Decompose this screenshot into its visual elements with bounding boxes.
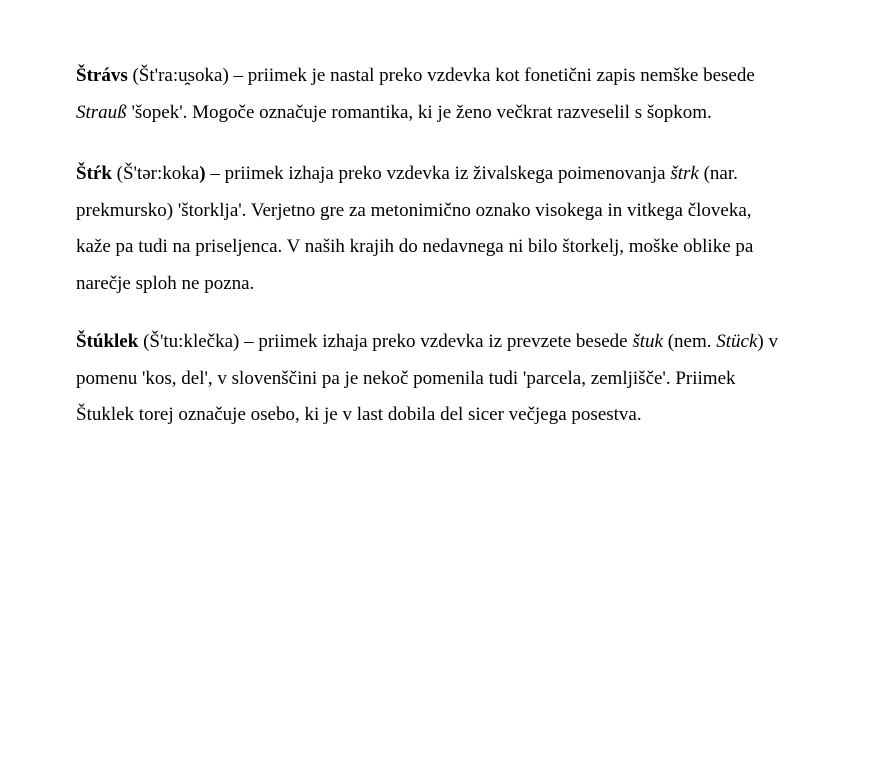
entry-text: narečje sploh ne pozna.	[76, 272, 255, 294]
headword: Štrávs	[76, 65, 128, 86]
entry-text: – priimek izhaja preko vzdevka iz živalskega poimenovanja	[205, 163, 671, 184]
entry-line	[76, 324, 866, 361]
entry-text: pomenu 'kos, del', v slovenščini pa je nekoč pomenila tudi 'parcela, zemljišče'. Priimek	[76, 367, 736, 389]
entry-text: (nar.	[698, 163, 738, 184]
entry-line	[76, 361, 866, 398]
entry-italic-term: štrk	[670, 163, 699, 184]
entry-line	[76, 229, 866, 266]
entry-bold-paren: )	[199, 163, 206, 184]
entry-strk	[76, 156, 866, 302]
entry-line	[76, 95, 866, 132]
entry-text: prekmursko) 'štorklja'. Verjetno gre za metonimično oznako visokega in vitkega človeka,	[76, 199, 752, 221]
entry-text: (Š'tu:klečka) – priimek izhaja preko vzdevka iz prevzete besede	[138, 331, 633, 352]
entry-text: ) v	[757, 331, 778, 352]
entry-stravs	[76, 58, 866, 131]
entry-line	[76, 58, 866, 95]
entry-italic-term: štuk	[632, 331, 663, 352]
entry-text: (Š'tər:koka	[111, 163, 200, 184]
document-page	[76, 58, 866, 459]
entry-italic-term: Stück	[716, 331, 758, 352]
headword: Štŕk	[76, 163, 112, 184]
entry-italic-term: Strauß	[76, 101, 127, 123]
entry-text: Štuklek torej označuje osebo, ki je v last dobila del sicer večjega posestva.	[76, 404, 642, 425]
entry-stuklek	[76, 324, 866, 434]
entry-line	[76, 156, 866, 193]
entry-line	[76, 193, 866, 230]
entry-line	[76, 397, 866, 434]
entry-text: (nem.	[662, 331, 717, 352]
entry-text: 'šopek'. Mogoče označuje romantika, ki je ženo večkrat razveselil s šopkom.	[126, 101, 712, 123]
entry-text: (Št'ra:u̯soka) – priimek je nastal preko vzdevka kot fonetični zapis nemške besede	[127, 65, 755, 86]
entry-line	[76, 266, 866, 303]
headword: Štúklek	[76, 331, 139, 352]
entry-text: kaže pa tudi na priseljenca. V naših krajih do nedavnega ni bilo štorkelj, moške oblike pa	[76, 236, 754, 257]
